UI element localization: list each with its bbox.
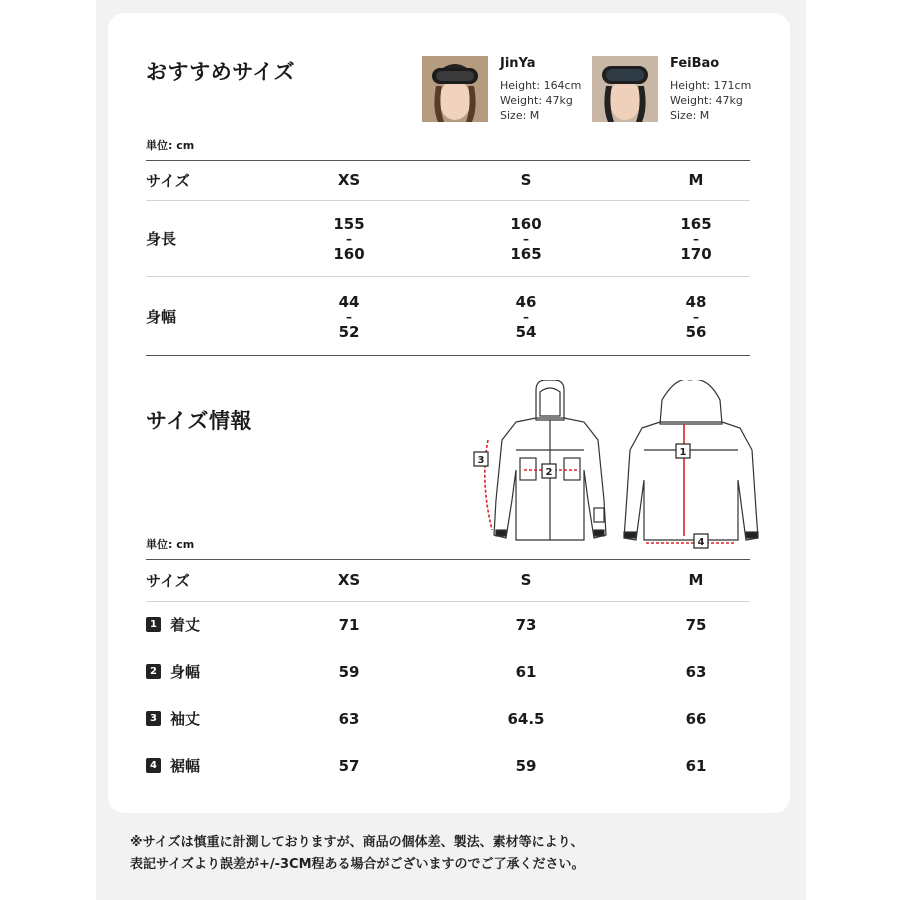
footnote-line: ※サイズは慎重に計測しておりますが、商品の個体差、製法、素材等により、 [130,835,584,850]
table-header-row [146,160,750,200]
range-value: 165 – 170 [680,214,712,263]
cell-value: 73 [515,615,537,634]
header-m: M [688,171,704,189]
model-card-feibao [592,56,762,122]
sizeinfo-title: サイズ情報 [146,409,252,433]
model-info [670,56,751,123]
cell-value: 63 [685,662,707,681]
cell-value: 61 [685,756,707,775]
range-value: 48 – 56 [685,292,707,341]
model-info [500,56,581,123]
cell-value: 64.5 [507,709,545,728]
header-xs: XS [337,171,361,189]
footnote-line: 表記サイズより誤差が+/-3CM程ある場合がございますのでご了承ください。 [130,857,585,872]
cell-value: 57 [338,756,360,775]
cell-value: 61 [515,662,537,681]
cell-value: 59 [338,662,360,681]
header-size: サイズ [146,171,190,190]
cell-value: 75 [685,615,707,634]
row-label: 身幅 [146,308,177,326]
sizeinfo-unit: 単位: cm [146,538,195,551]
marker-1: 1 [679,447,687,458]
model-name: JinYa [500,56,536,71]
model-photo [422,56,488,122]
table-row-hem [146,742,750,789]
row-label: 4 裾幅 [146,742,286,789]
marker-3: 3 [477,455,485,466]
model-size: Size: M [500,109,540,122]
range-value: 46 – 54 [515,292,537,341]
header-s: S [520,171,532,189]
model-name: FeiBao [670,56,720,71]
row-label: 3 袖丈 [146,695,286,742]
cell-value: 59 [515,756,537,775]
table-header-row [146,559,750,601]
number-badge: 1 [146,617,161,632]
header-s: S [520,571,532,589]
marker-4: 4 [697,537,705,548]
header-m: M [688,571,704,589]
table-row-sleeve [146,695,750,742]
cell-value: 71 [338,615,360,634]
sizeinfo-table [146,559,750,789]
jacket-diagram [466,380,766,550]
model-weight: Weight: 47kg [670,94,743,107]
number-badge: 2 [146,664,161,679]
footnote [130,832,770,876]
model-card-jinya [422,56,592,122]
model-photo [592,56,658,122]
table-row-height [146,200,750,277]
recommend-unit: 単位: cm [146,139,195,152]
row-label: 1 着丈 [146,601,286,648]
cell-value: 63 [338,709,360,728]
header-xs: XS [337,571,361,589]
table-row-width [146,648,750,695]
table-row-width [146,277,750,356]
row-label: 2 身幅 [146,648,286,695]
range-value: 155 – 160 [333,214,365,263]
model-size: Size: M [670,109,710,122]
recommend-table [146,160,750,356]
header-size: サイズ [146,571,190,590]
model-height: Height: 164cm [500,79,582,92]
number-badge: 3 [146,711,161,726]
model-height: Height: 171cm [670,79,752,92]
range-value: 160 – 165 [510,214,542,263]
model-weight: Weight: 47kg [500,94,573,107]
row-label: 身長 [146,230,177,248]
table-rule [146,355,750,356]
recommend-title: おすすめサイズ [146,60,296,84]
marker-2: 2 [545,467,553,478]
marker-badges [474,444,708,548]
number-badge: 4 [146,758,161,773]
range-value: 44 – 52 [338,292,360,341]
table-row-length [146,601,750,648]
cell-value: 66 [685,709,707,728]
